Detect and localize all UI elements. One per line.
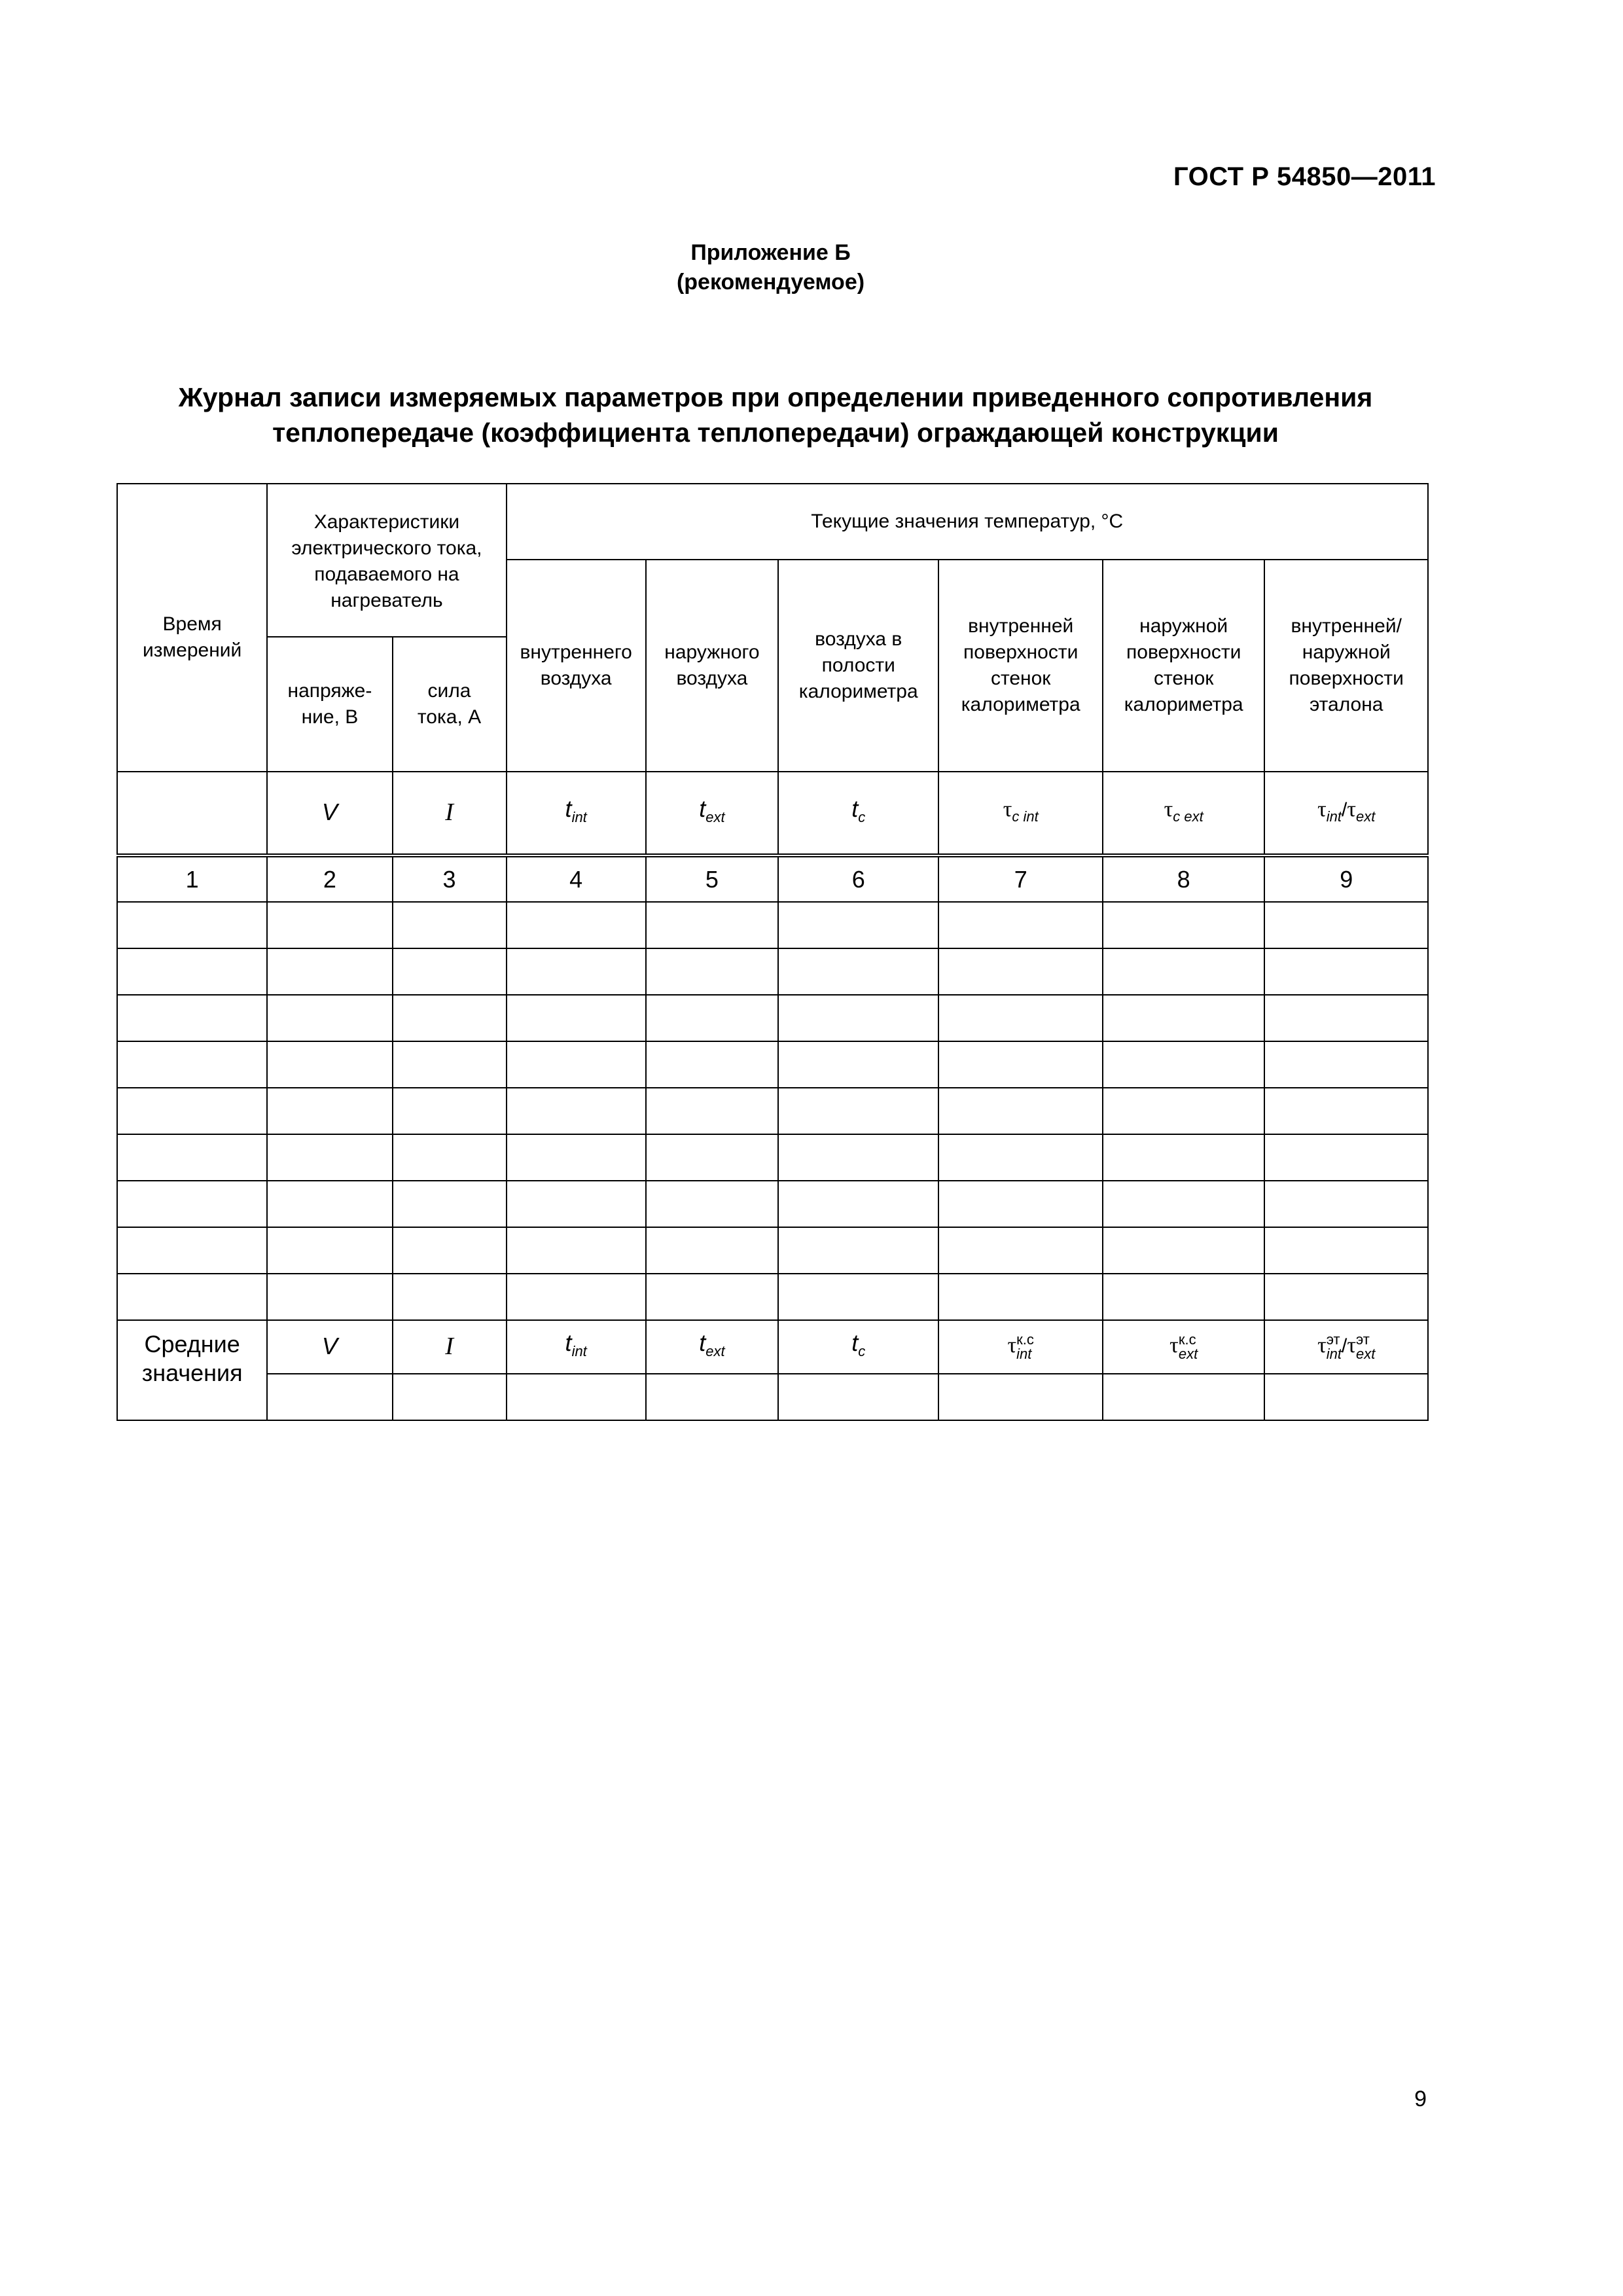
empty-cell xyxy=(778,1181,938,1227)
table-row xyxy=(117,902,1428,948)
empty-cell xyxy=(117,1274,267,1320)
empty-cell xyxy=(938,1227,1102,1274)
column-number: 2 xyxy=(267,855,392,902)
symbol-tau-c-int: $\tau_{c int}$ xyxy=(938,772,1102,855)
empty-cell xyxy=(938,1134,1102,1181)
empty-cell xyxy=(778,1274,938,1320)
empty-cell xyxy=(778,948,938,995)
column-number: 4 xyxy=(507,855,646,902)
column-number: 7 xyxy=(938,855,1102,902)
column-number: 1 xyxy=(117,855,267,902)
document-number: ГОСТ Р 54850—2011 xyxy=(1173,162,1436,191)
empty-cell xyxy=(507,1227,646,1274)
empty-cell xyxy=(393,1088,507,1134)
avg-value-cell xyxy=(1264,1374,1428,1420)
empty-cell xyxy=(646,902,778,948)
empty-cell xyxy=(393,1181,507,1227)
empty-cell xyxy=(938,1181,1102,1227)
empty-cell xyxy=(1103,902,1264,948)
avg-value-cell xyxy=(1103,1374,1264,1420)
table-row xyxy=(117,1181,1428,1227)
empty-cell xyxy=(646,1274,778,1320)
empty-cell xyxy=(393,902,507,948)
column-number-row xyxy=(117,855,1428,902)
empty-cell xyxy=(267,1227,392,1274)
column-number: 6 xyxy=(778,855,938,902)
table-row xyxy=(117,1088,1428,1134)
empty-cell xyxy=(646,1088,778,1134)
column-number: 5 xyxy=(646,855,778,902)
empty-cell xyxy=(938,1041,1102,1088)
table-row xyxy=(117,1041,1428,1088)
appendix-status: (рекомендуемое) xyxy=(676,270,865,295)
empty-cell xyxy=(267,1274,392,1320)
symbol-t-int: $t_{int}$ xyxy=(507,772,646,855)
empty-cell xyxy=(1103,1274,1264,1320)
symbol-t-c: $t_c$ xyxy=(778,772,938,855)
avg-symbol-t-c: $t_c$ xyxy=(778,1320,938,1374)
empty-cell xyxy=(1264,1181,1428,1227)
empty-cell xyxy=(1264,1088,1428,1134)
empty-cell xyxy=(1103,1181,1264,1227)
empty-cell xyxy=(117,1227,267,1274)
empty-cell xyxy=(117,1041,267,1088)
empty-cell xyxy=(267,1088,392,1134)
empty-cell xyxy=(393,1227,507,1274)
header-outer-air: наружного воздуха xyxy=(646,560,778,772)
symbol-tau-c-ext: $\tau_{c ext}$ xyxy=(1103,772,1264,855)
header-outer-surface: наружной поверхности стенок калориметра xyxy=(1103,560,1264,772)
header-etalon-surface: внутренней/ наружной поверхности эталона xyxy=(1264,560,1428,772)
avg-symbol-tau-kc-int: τ к.с int xyxy=(938,1320,1102,1374)
empty-cell xyxy=(393,948,507,995)
empty-cell xyxy=(117,1088,267,1134)
empty-cell xyxy=(393,1274,507,1320)
empty-cell xyxy=(1103,948,1264,995)
avg-symbol-t-int: $t_{int}$ xyxy=(507,1320,646,1374)
empty-cell xyxy=(778,995,938,1041)
empty-cell xyxy=(1264,1041,1428,1088)
table-row xyxy=(117,995,1428,1041)
empty-cell xyxy=(117,948,267,995)
empty-cell xyxy=(646,995,778,1041)
header-temperature-group: Текущие значения температур, °С xyxy=(507,484,1428,560)
empty-cell xyxy=(646,948,778,995)
column-number: 9 xyxy=(1264,855,1428,902)
empty-cell xyxy=(267,948,392,995)
empty-cell xyxy=(507,948,646,995)
avg-value-cell xyxy=(393,1374,507,1420)
avg-symbol-tau-et: τ эт int /τ эт ext xyxy=(1264,1320,1428,1374)
empty-cell xyxy=(778,1088,938,1134)
empty-cell xyxy=(938,902,1102,948)
empty-cell xyxy=(117,902,267,948)
header-inner-surface: внутренней поверхности стенок калориметра xyxy=(938,560,1102,772)
avg-symbol-voltage: V xyxy=(267,1320,392,1374)
avg-value-cell xyxy=(507,1374,646,1420)
empty-cell xyxy=(1264,995,1428,1041)
empty-cell xyxy=(507,1181,646,1227)
document-title xyxy=(118,380,1433,450)
page-number: 9 xyxy=(1414,2087,1427,2111)
avg-symbol-current: I xyxy=(393,1320,507,1374)
column-number: 3 xyxy=(393,855,507,902)
empty-cell xyxy=(117,1181,267,1227)
header-current-group: Характеристики электрического тока, подаваемого на нагреватель xyxy=(267,484,506,637)
empty-cell xyxy=(393,1041,507,1088)
empty-cell xyxy=(1103,1227,1264,1274)
empty-cell xyxy=(1264,902,1428,948)
empty-cell xyxy=(646,1227,778,1274)
table-row xyxy=(117,1134,1428,1181)
empty-cell xyxy=(1103,995,1264,1041)
symbol-current: I xyxy=(393,772,507,855)
avg-value-cell xyxy=(267,1374,392,1420)
avg-symbol-t-ext: $t_{ext}$ xyxy=(646,1320,778,1374)
empty-cell xyxy=(1264,1227,1428,1274)
empty-cell xyxy=(938,948,1102,995)
header-cavity-air: воздуха в полости калориметра xyxy=(778,560,938,772)
empty-cell xyxy=(1264,1134,1428,1181)
empty-cell xyxy=(507,902,646,948)
empty-data-rows xyxy=(117,902,1428,1320)
empty-cell xyxy=(778,1134,938,1181)
table-row xyxy=(117,948,1428,995)
empty-cell xyxy=(507,1134,646,1181)
empty-cell xyxy=(778,1041,938,1088)
avg-value-cell xyxy=(778,1374,938,1420)
appendix-label: Приложение Б xyxy=(690,240,851,265)
empty-cell xyxy=(507,1088,646,1134)
empty-cell xyxy=(1103,1088,1264,1134)
empty-cell xyxy=(1103,1041,1264,1088)
empty-cell xyxy=(778,902,938,948)
symbol-time-empty xyxy=(117,772,267,855)
empty-cell xyxy=(646,1134,778,1181)
symbol-tau-int-ext: $\tau_{int}/\tau_{ext}$ xyxy=(1264,772,1428,855)
document-title-line-1: Журнал записи измеряемых параметров при определении приведенного сопротивления xyxy=(178,382,1373,412)
empty-cell xyxy=(393,995,507,1041)
avg-value-cell xyxy=(938,1374,1102,1420)
empty-cell xyxy=(938,1088,1102,1134)
avg-symbol-tau-kc-ext: τ к.с ext xyxy=(1103,1320,1264,1374)
empty-cell xyxy=(267,1041,392,1088)
header-current: сила тока, А xyxy=(393,637,507,772)
header-inner-air: внутреннего воздуха xyxy=(507,560,646,772)
empty-cell xyxy=(1264,1274,1428,1320)
empty-cell xyxy=(267,1181,392,1227)
empty-cell xyxy=(117,995,267,1041)
empty-cell xyxy=(938,1274,1102,1320)
column-number: 8 xyxy=(1103,855,1264,902)
empty-cell xyxy=(267,995,392,1041)
empty-cell xyxy=(507,995,646,1041)
header-voltage: напряже-ние, В xyxy=(267,637,392,772)
empty-cell xyxy=(117,1134,267,1181)
average-symbol-row xyxy=(117,1320,1428,1374)
empty-cell xyxy=(507,1274,646,1320)
empty-cell xyxy=(267,902,392,948)
empty-cell xyxy=(393,1134,507,1181)
table-row xyxy=(117,1227,1428,1274)
empty-cell xyxy=(938,995,1102,1041)
average-values-label: Средние значения xyxy=(117,1320,267,1420)
empty-cell xyxy=(1264,948,1428,995)
empty-cell xyxy=(507,1041,646,1088)
measurement-journal-table xyxy=(116,483,1429,1421)
appendix-heading xyxy=(0,238,1541,297)
empty-cell xyxy=(646,1041,778,1088)
empty-cell xyxy=(646,1181,778,1227)
empty-cell xyxy=(267,1134,392,1181)
avg-value-cell xyxy=(646,1374,778,1420)
symbol-t-ext: $t_{ext}$ xyxy=(646,772,778,855)
document-title-line-2: теплопередаче (коэффициента теплопередачи) ограждающей конструкции xyxy=(272,418,1279,448)
empty-cell xyxy=(1103,1134,1264,1181)
average-value-row xyxy=(117,1374,1428,1420)
table-row xyxy=(117,1274,1428,1320)
header-time: Время измерений xyxy=(117,484,267,772)
symbol-voltage: V xyxy=(267,772,392,855)
empty-cell xyxy=(778,1227,938,1274)
